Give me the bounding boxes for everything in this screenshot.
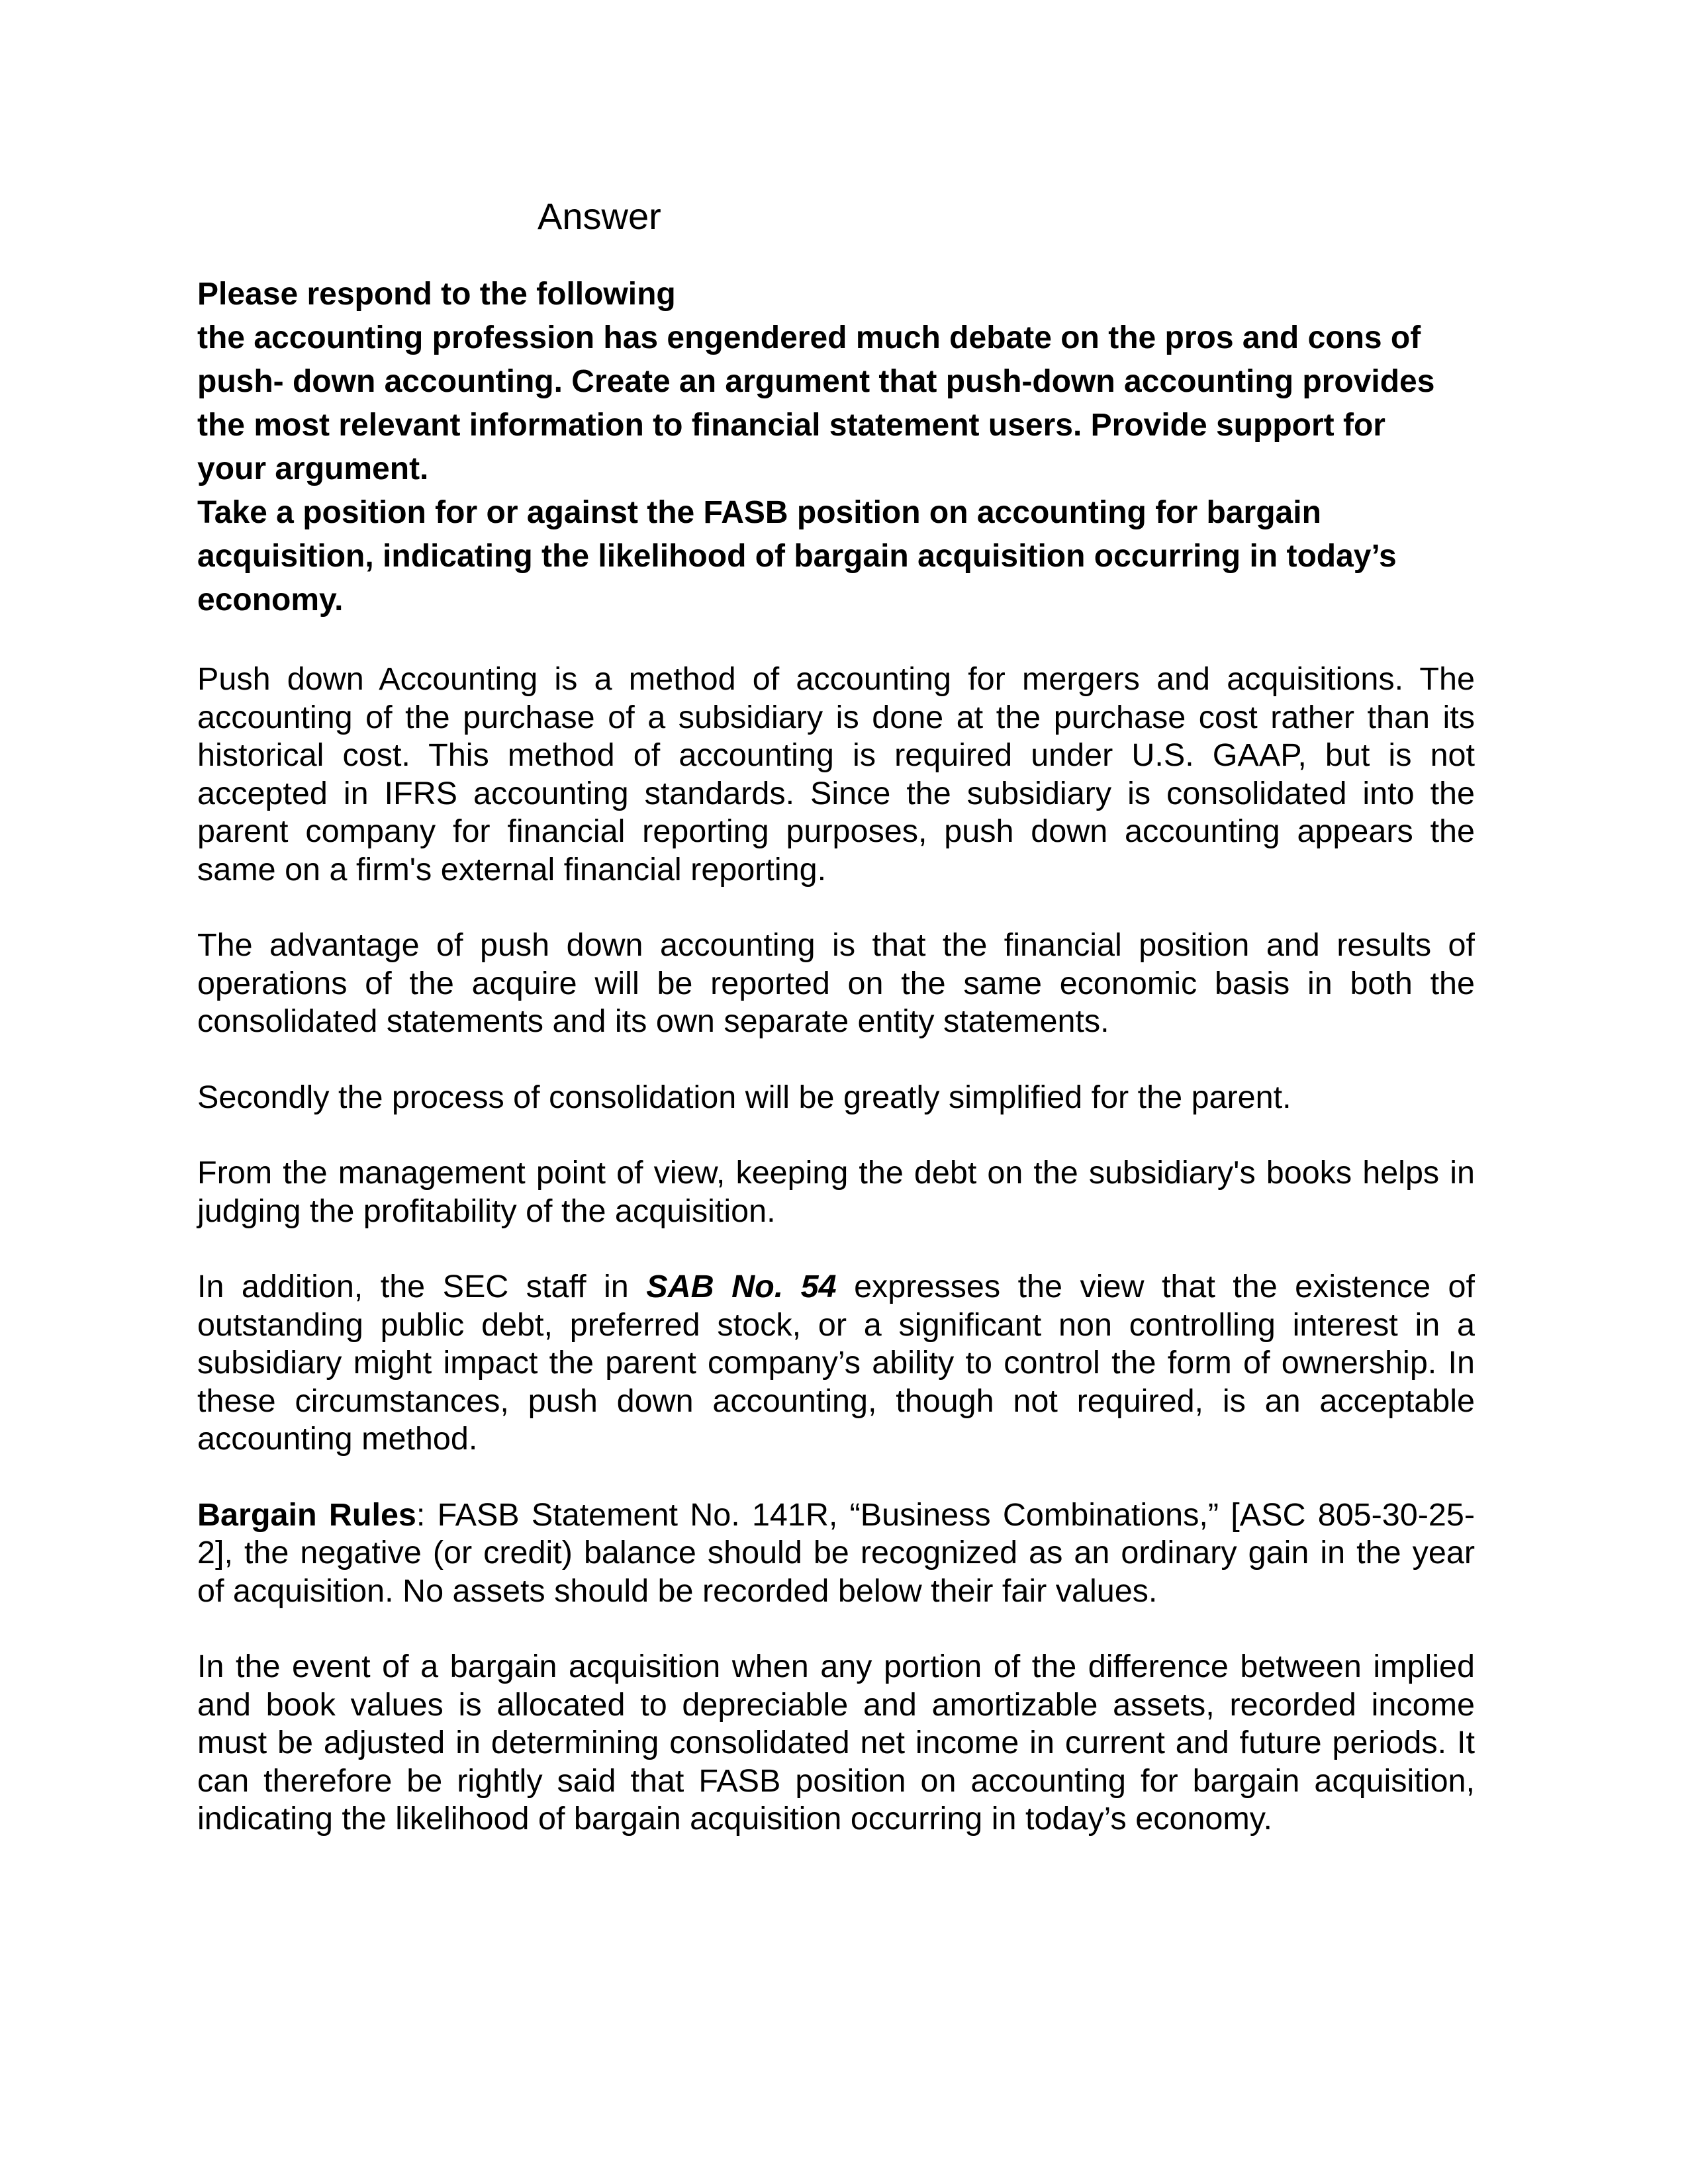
question-1-line: your argument. [197, 451, 429, 486]
answer-paragraph-consolidation: Secondly the process of consolidation will be greatly simplified for the parent. [197, 1079, 1291, 1115]
question-1-line: push- down accounting. Create an argument that push-down accounting provides [197, 364, 1435, 399]
question-1-line: the most relevant information to financial statement users. Provide support for [197, 408, 1385, 443]
sec-text-after: expresses the view that the existence of outstanding public debt, preferred stock, or a significant non controlling interest in a subsidiary might impact the parent company’s ability to control the form of ownership. In these circumstances, push down accounting, though not required, is an acceptable accounting method. [197, 1269, 1475, 1457]
answer-paragraph-push-down-definition: Push down Accounting is a method of accounting for mergers and acquisitions. The accounting of the purchase of a subsidiary is done at the purchase cost rather than its historical cost. This method of accounting is required under U.S. GAAP, but is not accepted in IFRS accounting standards. Since the subsidiary is consolidated into the parent company for financial reporting purposes, push down accounting appears the same on a firm's external financial reporting. [197, 661, 1475, 887]
answer-body [197, 660, 1475, 1839]
page-title: Answer [538, 195, 661, 237]
answer-paragraph-advantage: The advantage of push down accounting is that the financial position and results of operations of the acquire will be reported on the same economic basis in both the consolidated statements and its own separate entity statements. [197, 927, 1475, 1039]
prompt-intro: Please respond to the following [197, 277, 676, 312]
sec-text-before: In addition, the SEC staff in [197, 1269, 647, 1304]
question-2-line: acquisition, indicating the likelihood of bargain acquisition occurring in today’s [197, 539, 1397, 574]
sab-reference: SAB No. 54 [646, 1269, 837, 1304]
answer-paragraph-bargain-rules [197, 1496, 1475, 1611]
answer-paragraph-sec-view [197, 1268, 1475, 1459]
question-1-line: the accounting profession has engendered much debate on the pros and cons of [197, 320, 1421, 355]
question-prompt [197, 273, 1495, 622]
bargain-rules-label: Bargain Rules [197, 1496, 416, 1533]
question-2-line: economy. [197, 582, 344, 617]
question-2-line: Take a position for or against the FASB position on accounting for bargain [197, 495, 1321, 530]
answer-paragraph-management-view: From the management point of view, keeping the debt on the subsidiary's books helps in judging the profitability of the acquisition. [197, 1155, 1475, 1229]
answer-paragraph-conclusion: In the event of a bargain acquisition when any portion of the difference between implied and book values is allocated to depreciable and amortizable assets, recorded income must be adjusted in determining consolidated net income in current and future periods. It can therefore be rightly said that FASB position on accounting for bargain acquisition, indicating the likelihood of bargain acquisition occurring in today’s economy. [197, 1649, 1475, 1837]
bargain-rules-text: : FASB Statement No. 141R, “Business Combinations,” [ASC 805-30-25-2], the negative (or credit) balance should be recognized as an ordinary gain in the year of acquisition. No assets should be recorded below their fair values. [197, 1496, 1475, 1609]
